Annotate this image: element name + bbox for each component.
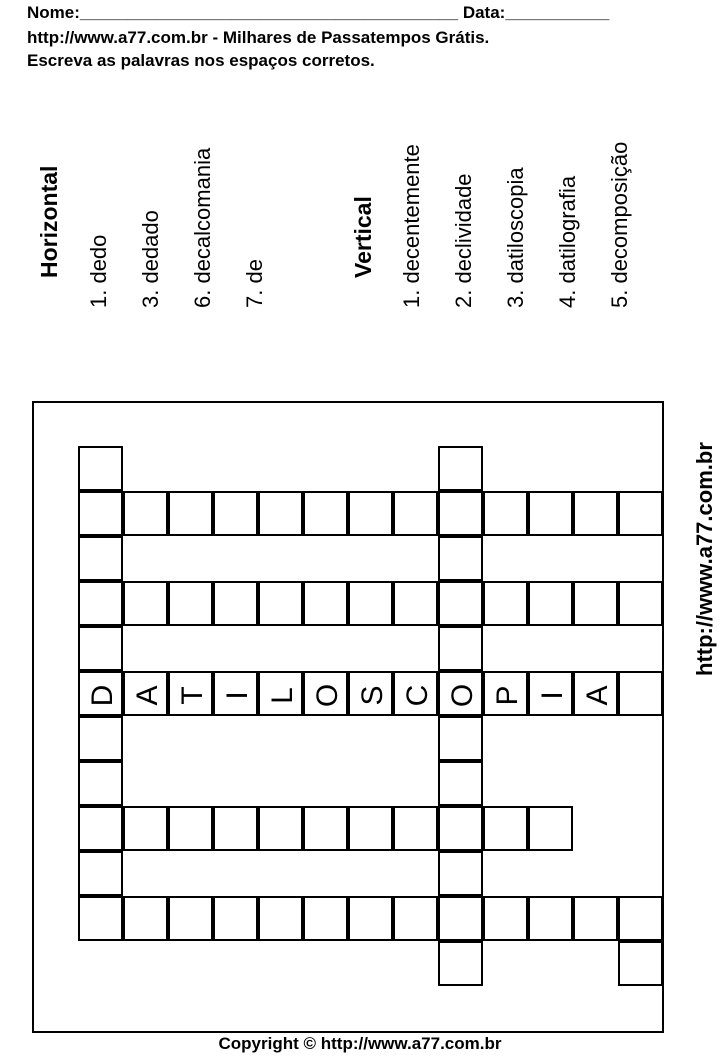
grid-letter: O	[310, 683, 344, 708]
grid-cell[interactable]	[78, 491, 123, 536]
grid-cell[interactable]	[528, 491, 573, 536]
grid-cell[interactable]	[438, 446, 483, 491]
grid-cell[interactable]	[573, 896, 618, 941]
grid-cell[interactable]	[78, 851, 123, 896]
grid-cell[interactable]	[438, 896, 483, 941]
grid-cell[interactable]	[573, 581, 618, 626]
grid-cell[interactable]	[483, 491, 528, 536]
vertical-clue: 2. declividade	[451, 173, 476, 308]
name-label: Nome:________________________________________	[27, 3, 459, 22]
side-url: http://www.a77.com.br	[692, 442, 717, 676]
grid-cell[interactable]	[213, 896, 258, 941]
grid-cell[interactable]	[258, 581, 303, 626]
grid-cell[interactable]	[78, 806, 123, 851]
grid-cell[interactable]	[123, 491, 168, 536]
grid-cell[interactable]	[213, 491, 258, 536]
grid-cell[interactable]	[78, 716, 123, 761]
grid-cell[interactable]	[348, 581, 393, 626]
grid-cell[interactable]	[618, 896, 663, 941]
vertical-clue: 1. decentemente	[399, 144, 424, 308]
grid-cell[interactable]	[393, 671, 438, 716]
grid-cell[interactable]	[78, 671, 123, 716]
grid-letter: S	[355, 685, 389, 706]
grid-cell[interactable]	[258, 806, 303, 851]
horizontal-title: Horizontal	[36, 165, 62, 278]
horizontal-clue: 6. decalcomania	[190, 147, 215, 308]
horizontal-clue: 7. de	[242, 259, 267, 308]
grid-cell[interactable]	[348, 806, 393, 851]
site-line: http://www.a77.com.br - Milhares de Passatempos Grátis.	[27, 28, 490, 47]
copyright-footer: Copyright © http://www.a77.com.br	[218, 1034, 502, 1053]
grid-cell[interactable]	[213, 581, 258, 626]
grid-cell[interactable]	[483, 896, 528, 941]
grid-cell[interactable]	[393, 806, 438, 851]
grid-cell[interactable]	[483, 671, 528, 716]
grid-cell[interactable]	[78, 536, 123, 581]
grid-cell[interactable]	[348, 491, 393, 536]
grid-cell[interactable]	[78, 761, 123, 806]
grid-cell[interactable]	[258, 896, 303, 941]
grid-cell[interactable]	[618, 671, 663, 716]
grid-cell[interactable]	[483, 581, 528, 626]
grid-letter: P	[490, 685, 524, 706]
grid-letter: C	[400, 684, 434, 707]
grid-cell[interactable]	[123, 581, 168, 626]
grid-cell[interactable]	[438, 716, 483, 761]
grid-cell[interactable]	[123, 806, 168, 851]
vertical-clue: 5. decomposição	[607, 141, 632, 308]
grid-cell[interactable]	[78, 896, 123, 941]
grid-cell[interactable]	[168, 806, 213, 851]
grid-cell[interactable]	[348, 896, 393, 941]
grid-cell[interactable]	[168, 671, 213, 716]
grid-cell[interactable]	[393, 491, 438, 536]
grid-cell[interactable]	[393, 581, 438, 626]
grid-cell[interactable]	[123, 896, 168, 941]
horizontal-clue: 3. dedado	[138, 210, 163, 308]
grid-cell[interactable]	[168, 896, 213, 941]
name-date-line	[27, 3, 609, 23]
grid-cell[interactable]	[573, 491, 618, 536]
grid-cell[interactable]	[213, 671, 258, 716]
grid-cell[interactable]	[78, 626, 123, 671]
grid-cell[interactable]	[483, 806, 528, 851]
grid-cell[interactable]	[213, 806, 258, 851]
grid-cell[interactable]	[168, 491, 213, 536]
grid-letter: A	[130, 685, 164, 706]
grid-cell[interactable]	[438, 491, 483, 536]
grid-cell[interactable]	[303, 581, 348, 626]
vertical-clue: 3. datiloscopia	[503, 167, 528, 308]
grid-letter: D	[85, 684, 119, 707]
grid-cell[interactable]	[528, 581, 573, 626]
grid-letter: A	[580, 685, 614, 706]
grid-cell[interactable]	[438, 806, 483, 851]
grid-cell[interactable]	[303, 491, 348, 536]
horizontal-clue: 1. dedo	[86, 234, 111, 308]
grid-cell[interactable]	[528, 896, 573, 941]
grid-cell[interactable]	[618, 491, 663, 536]
grid-cell[interactable]	[438, 761, 483, 806]
vertical-clue: 4. datilografia	[555, 175, 580, 308]
grid-letter: L	[265, 687, 299, 704]
grid-cell[interactable]	[258, 491, 303, 536]
grid-cell[interactable]	[303, 671, 348, 716]
grid-letter: T	[175, 686, 209, 705]
grid-cell[interactable]	[258, 671, 303, 716]
grid-letter: I	[535, 691, 569, 700]
grid-cell[interactable]	[573, 671, 618, 716]
grid-cell[interactable]	[618, 941, 663, 986]
grid-cell[interactable]	[123, 671, 168, 716]
grid-cell[interactable]	[78, 446, 123, 491]
grid-cell[interactable]	[438, 581, 483, 626]
vertical-title: Vertical	[350, 196, 376, 278]
grid-letter: O	[445, 683, 479, 708]
instructions: Escreva as palavras nos espaços corretos.	[27, 51, 375, 70]
date-label: Data:___________	[462, 3, 610, 22]
grid-cell[interactable]	[78, 581, 123, 626]
grid-cell[interactable]	[303, 806, 348, 851]
grid-cell[interactable]	[618, 581, 663, 626]
grid-cell[interactable]	[393, 896, 438, 941]
grid-letter: I	[220, 691, 254, 700]
grid-cell[interactable]	[438, 941, 483, 986]
grid-cell[interactable]	[438, 536, 483, 581]
grid-cell[interactable]	[438, 671, 483, 716]
grid-cell[interactable]	[528, 806, 573, 851]
grid-cell[interactable]	[303, 896, 348, 941]
grid-cell[interactable]	[348, 671, 393, 716]
grid-cell[interactable]	[438, 626, 483, 671]
grid-cell[interactable]	[438, 851, 483, 896]
grid-cell[interactable]	[528, 671, 573, 716]
grid-cell[interactable]	[168, 581, 213, 626]
